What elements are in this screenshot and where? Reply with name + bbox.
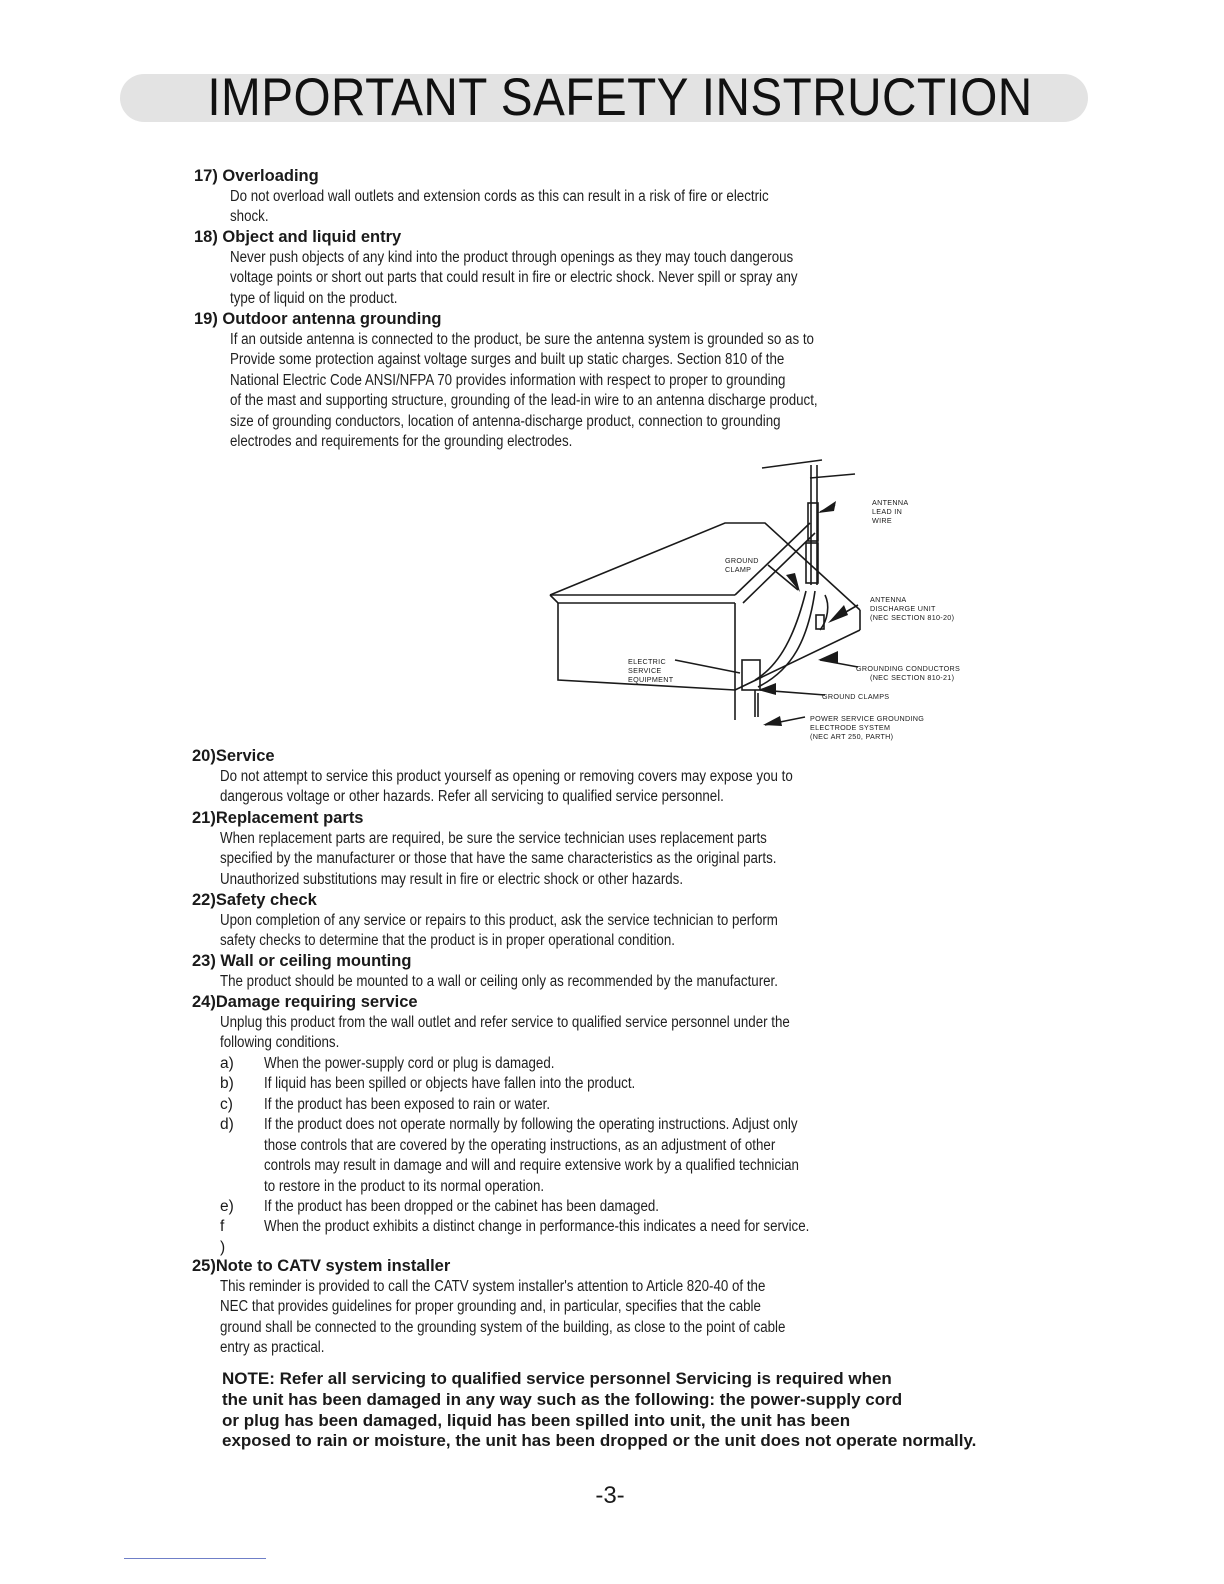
condition-label: e) — [220, 1198, 234, 1215]
section-text-line: specified by the manufacturer or those that have the same characteristics as the original parts. — [220, 850, 777, 867]
section-text-line: voltage points or short out parts that could result in fire or electric shock. Never spill or spray any — [230, 269, 798, 286]
section-catv-installer-note — [192, 1256, 877, 1359]
condition-label: f ) — [220, 1218, 226, 1256]
service-note — [222, 1369, 976, 1452]
section-heading: 17) Overloading — [194, 167, 319, 185]
condition-text: If the product does not operate normally by following the operating instructions. Adjust only — [264, 1116, 798, 1133]
section-text-line: Unplug this product from the wall outlet and refer service to qualified service personnel under the — [220, 1013, 790, 1031]
footer-rule — [124, 1558, 266, 1559]
label-antenna-lead: ANTENNA — [872, 498, 909, 507]
note-line: or plug has been damaged, liquid has been spilled into unit, the unit has been — [222, 1410, 851, 1430]
label-ground-clamp: GROUND — [725, 556, 759, 565]
section-text-line: If an outside antenna is connected to the product, be sure the antenna system is grounded so as to — [230, 330, 814, 348]
section-overloading — [194, 166, 856, 228]
gable-edge-inner — [743, 533, 815, 603]
section-heading: 20)Service — [192, 747, 275, 765]
label-antenna-lead: WIRE — [872, 516, 892, 525]
section-heading: 21)Replacement parts — [192, 809, 364, 827]
section-text-line: entry as practical. — [220, 1339, 325, 1356]
grounding-conductor — [758, 591, 815, 687]
condition-text: When the power-supply cord or plug is damaged. — [264, 1055, 555, 1072]
section-text-line: type of liquid on the product. — [230, 289, 398, 307]
section-safety-check — [192, 890, 869, 952]
section-object-liquid-entry — [194, 227, 890, 309]
section-text-line: of the mast and supporting structure, grounding of the lead-in wire to an antenna discharge product, — [230, 392, 818, 409]
condition-label: a) — [220, 1055, 234, 1072]
label-grounding-conductors: GROUNDING CONDUCTORS — [856, 664, 961, 673]
condition-text: When the product exhibits a distinct change in performance-this indicates a need for service. — [264, 1218, 810, 1235]
note-line: NOTE: Refer all servicing to qualified service personnel Servicing is required when — [222, 1369, 892, 1388]
arrow-icon — [828, 605, 848, 623]
condition-label: c) — [220, 1096, 233, 1113]
leader-line — [675, 660, 740, 673]
arrow-icon — [818, 501, 836, 513]
condition-label: b) — [220, 1075, 234, 1092]
section-wall-ceiling-mounting — [192, 951, 869, 992]
section-outdoor-antenna-grounding — [194, 309, 913, 453]
section-text-line: Do not attempt to service this product yourself as opening or removing covers may expose you to — [220, 767, 793, 785]
condition-label: d) — [220, 1116, 234, 1133]
section-text-line: The product should be mounted to a wall or ceiling only as recommended by the manufacturer. — [220, 972, 778, 990]
label-electric-service: EQUIPMENT — [628, 675, 674, 684]
antenna-grounding-diagram — [540, 455, 990, 745]
label-power-grounding: POWER SERVICE GROUNDING — [810, 714, 925, 723]
section-heading: 22)Safety check — [192, 891, 317, 909]
section-heading: 23) Wall or ceiling mounting — [192, 952, 412, 970]
grounding-conductor — [755, 591, 806, 680]
section-text-line: dangerous voltage or other hazards. Refer all servicing to qualified service personnel. — [220, 788, 724, 805]
label-grounding-conductors: (NEC SECTION 810-21) — [870, 673, 955, 682]
arrow-icon — [818, 651, 838, 663]
section-text-line: Upon completion of any service or repairs to this product, ask the service technician to perform — [220, 911, 778, 929]
section-text-line: Do not overload wall outlets and extension cords as this can result in a risk of fire or electric — [230, 187, 769, 205]
section-heading: 18) Object and liquid entry — [194, 228, 402, 246]
section-text-line: Never push objects of any kind into the product through openings as they may touch dangerous — [230, 248, 794, 266]
section-service — [192, 746, 886, 808]
section-text-line: following conditions. — [220, 1034, 340, 1051]
label-power-grounding: (NEC ART 250, PARTH) — [810, 732, 894, 741]
section-text-line: safety checks to determine that the product is in proper operational condition. — [220, 932, 675, 949]
label-ground-clamp: CLAMP — [725, 565, 752, 574]
label-electric-service: ELECTRIC — [628, 657, 666, 666]
condition-text: If liquid has been spilled or objects have fallen into the product. — [264, 1075, 636, 1092]
section-text-line: Provide some protection against voltage surges and built up static charges. Section 810 of the — [230, 351, 785, 368]
eave-fascia — [550, 595, 735, 603]
section-heading: 24)Damage requiring service — [192, 993, 418, 1011]
condition-text: to restore in the product to its normal operation. — [264, 1177, 545, 1195]
arrow-icon — [763, 716, 782, 726]
page-number: -3- — [595, 1482, 625, 1509]
section-text-line: This reminder is provided to call the CATV system installer's attention to Article 820-40 of the — [220, 1277, 766, 1295]
note-line: exposed to rain or moisture, the unit has been dropped or the unit does not operate normally. — [222, 1431, 977, 1451]
section-text-line: ground shall be connected to the grounding system of the building, as close to the point of cable — [220, 1318, 786, 1336]
page-title: IMPORTANT SAFETY INSTRUCTION — [207, 68, 1033, 127]
section-text-line: shock. — [230, 208, 269, 225]
condition-text: If the product has been dropped or the cabinet has been damaged. — [264, 1198, 660, 1215]
condition-text: controls may result in damage and will and require extensive work by a qualified technician — [264, 1157, 799, 1174]
label-discharge-unit: ANTENNA — [870, 595, 907, 604]
condition-text: those controls that are covered by the operating instructions, as an adjustment of other — [264, 1136, 776, 1154]
note-line: the unit has been damaged in any way such as the following: the power-supply cord — [222, 1389, 903, 1409]
label-discharge-unit: (NEC SECTION 810-20) — [870, 613, 955, 622]
section-text-line: National Electric Code ANSI/NFPA 70 provides information with respect to proper to grounding — [230, 371, 786, 389]
antenna-element — [762, 460, 822, 468]
section-heading: 19) Outdoor antenna grounding — [194, 310, 442, 328]
section-heading: 25)Note to CATV system installer — [192, 1257, 451, 1275]
condition-text: If the product has been exposed to rain or water. — [264, 1096, 551, 1113]
section-text-line: Unauthorized substitutions may result in fire or electric shock or other hazards. — [220, 870, 684, 888]
label-power-grounding: ELECTRODE SYSTEM — [810, 723, 891, 732]
label-antenna-lead: LEAD IN — [872, 507, 903, 516]
label-ground-clamps: GROUND CLAMPS — [822, 692, 890, 701]
label-discharge-unit: DISCHARGE UNIT — [870, 604, 936, 613]
section-replacement-parts — [192, 808, 867, 890]
section-text-line: electrodes and requirements for the grounding electrodes. — [230, 433, 573, 450]
section-damage-requiring-service — [192, 992, 883, 1054]
label-electric-service: SERVICE — [628, 666, 662, 675]
section-text-line: size of grounding conductors, location of antenna-discharge product, connection to grounding — [230, 412, 781, 430]
section-text-line: NEC that provides guidelines for proper grounding and, in particular, specifies that the cable — [220, 1298, 761, 1315]
section-text-line: When replacement parts are required, be sure the service technician uses replacement parts — [220, 829, 767, 847]
